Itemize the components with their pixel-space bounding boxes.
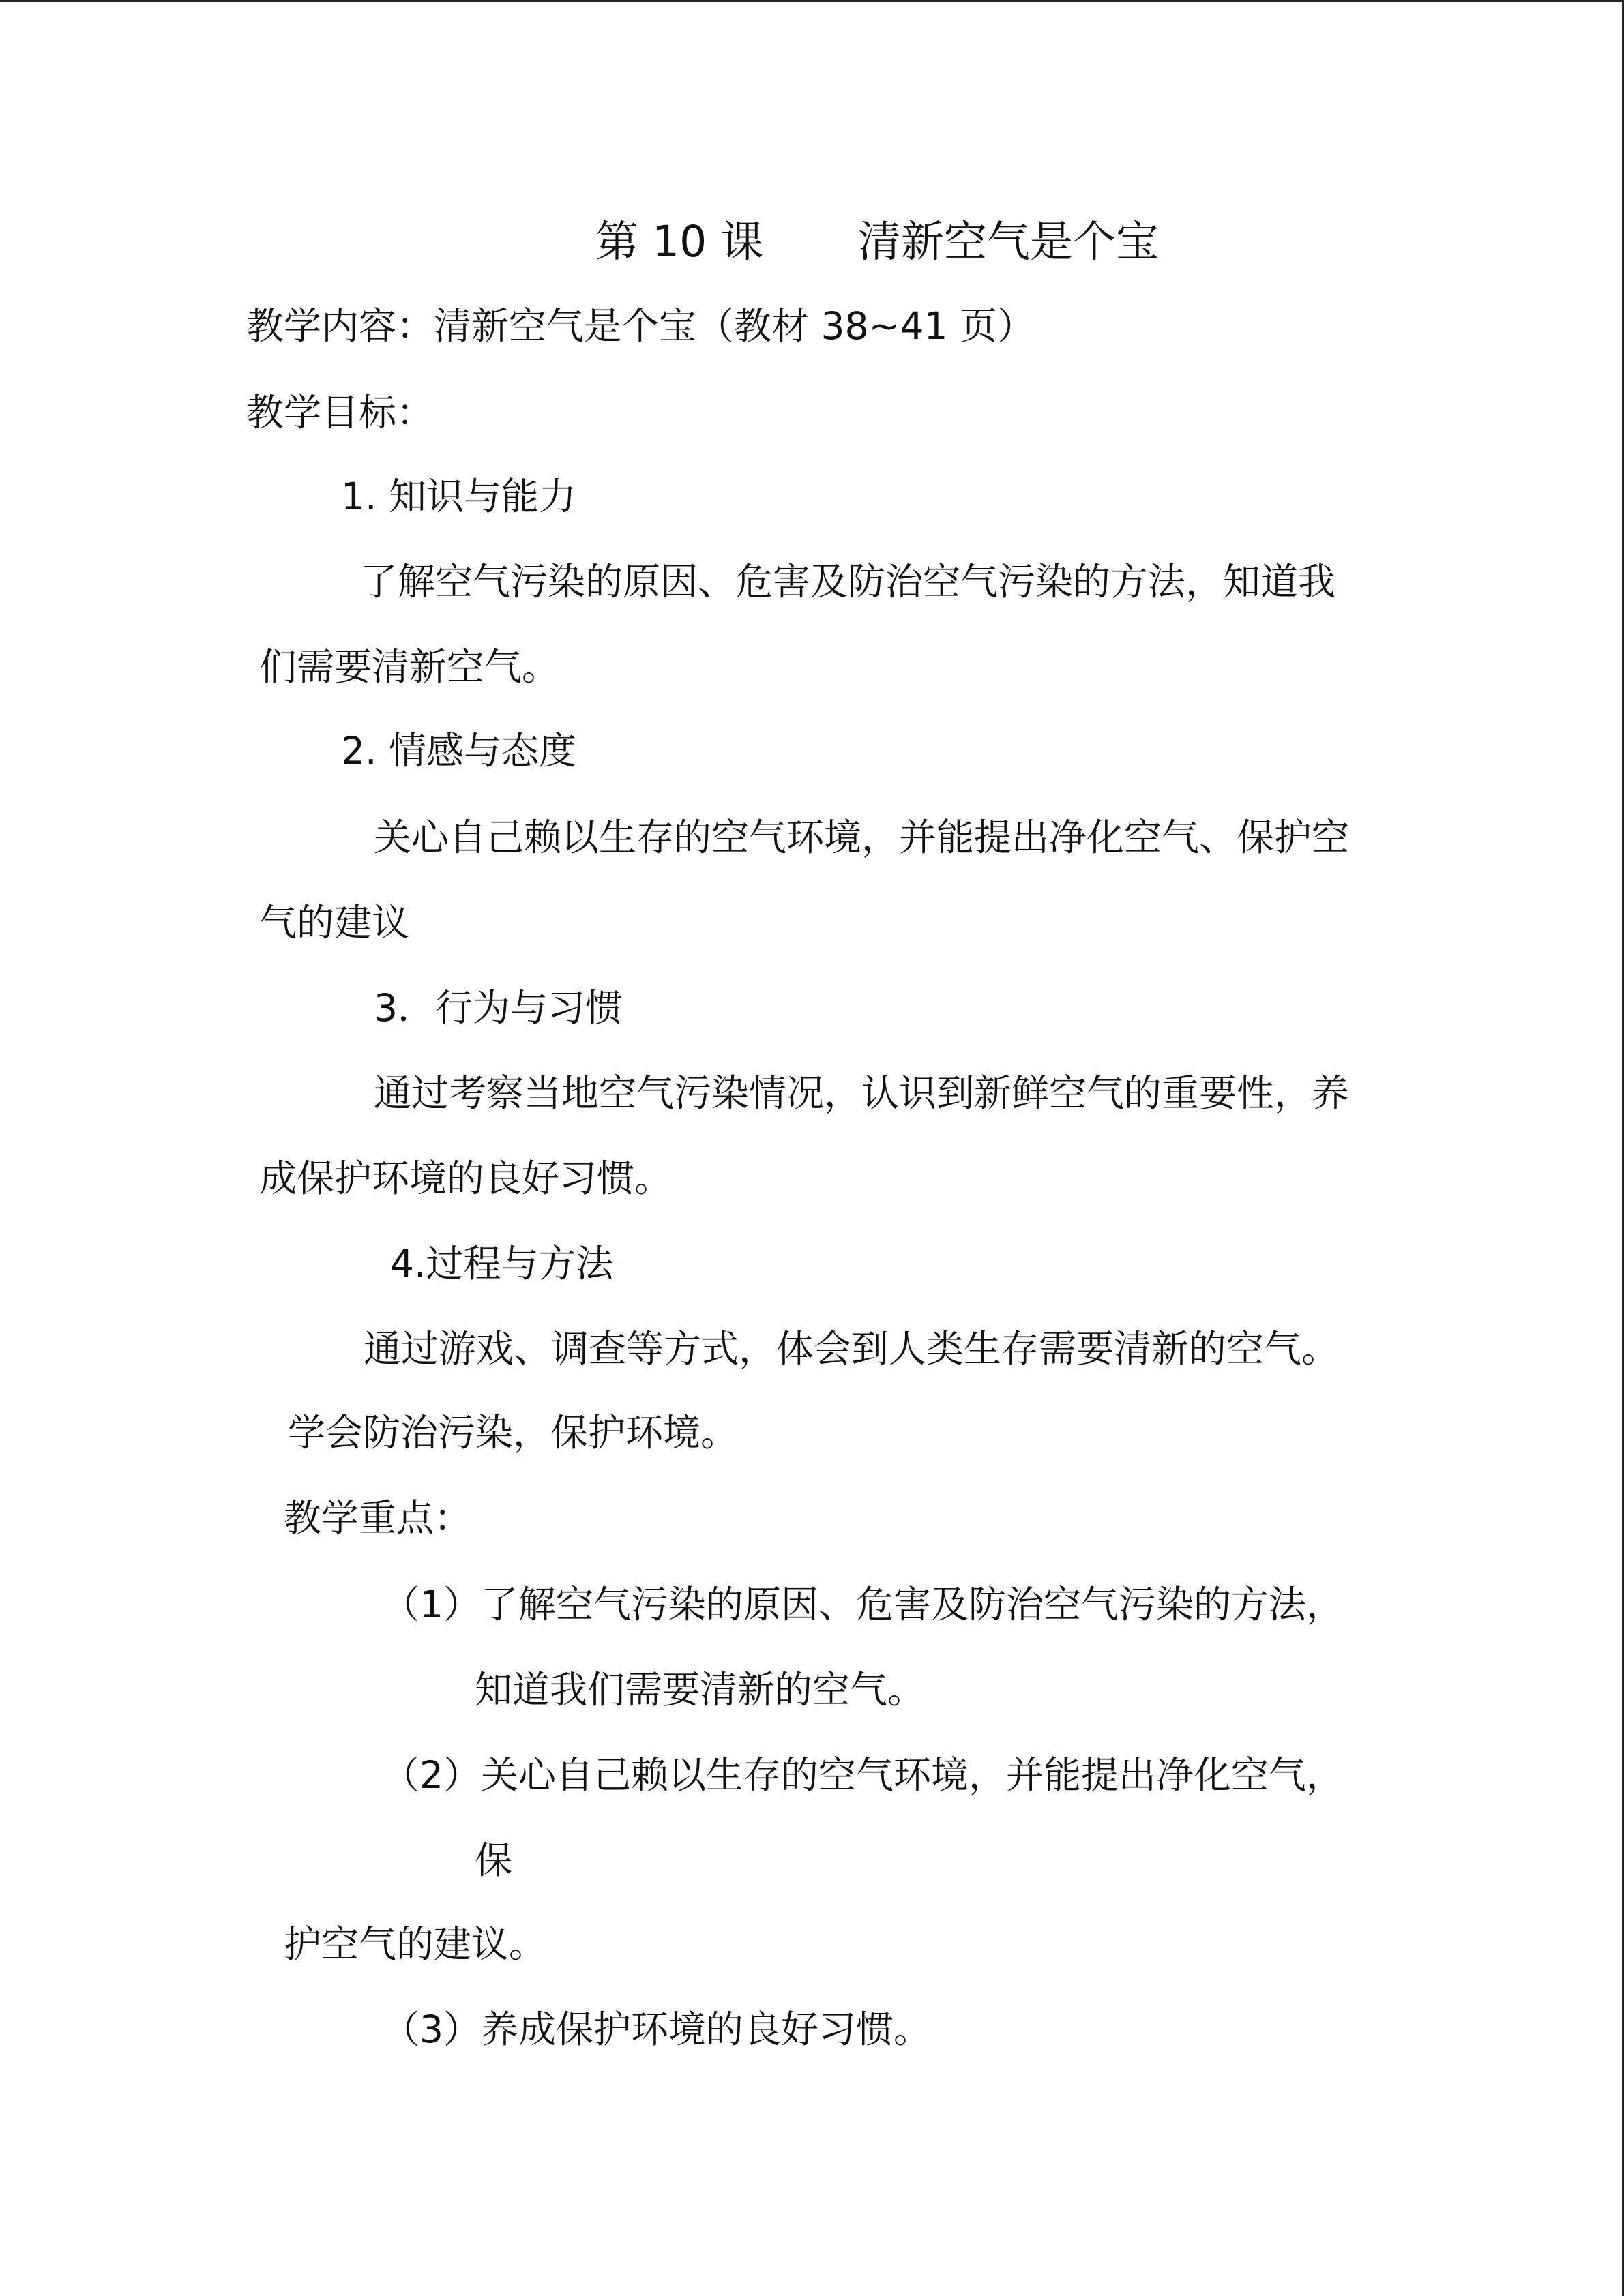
goal2-text-line1: 关心自己赖以生存的空气环境，并能提出净化空气、保护空 — [374, 816, 1350, 859]
goal4-heading: 4.过程与方法 — [390, 1242, 614, 1285]
goal2-text-line2: 气的建议 — [259, 901, 410, 944]
goal1-heading: 1. 知识与能力 — [341, 475, 576, 518]
goal2-heading: 2. 情感与态度 — [341, 729, 576, 773]
goal4-text-line1: 通过游戏、调查等方式，体会到人类生存需要清新的空气。 — [364, 1327, 1340, 1371]
goal1-text-line1: 了解空气污染的原因、危害及防治空气污染的方法，知道我 — [360, 560, 1336, 603]
key-point-3: （3）养成保护环境的良好习惯。 — [382, 2008, 931, 2051]
lesson-number: 第 10 课 — [595, 217, 764, 267]
teaching-content: 教学内容：清新空气是个宝（教材 38~41 页） — [246, 304, 1035, 348]
key-point-2-line1: （2）关心自己赖以生存的空气环境，并能提出净化空气， — [382, 1753, 1344, 1797]
goal3-text-line2: 成保护环境的良好习惯。 — [259, 1157, 673, 1200]
goals-heading: 教学目标： — [246, 391, 434, 434]
key-point-1-line1: （1）了解空气污染的原因、危害及防治空气污染的方法， — [382, 1583, 1344, 1626]
goal3-heading: 3．行为与习惯 — [374, 986, 623, 1030]
key-point-2-line3: 护空气的建议。 — [284, 1922, 547, 1966]
goal3-text-line1: 通过考察当地空气污染情况，认识到新鲜空气的重要性，养 — [374, 1071, 1350, 1115]
key-point-2-line2: 保 — [475, 1838, 513, 1882]
goal4-text-line2: 学会防治污染，保护环境。 — [288, 1411, 739, 1455]
key-points-heading: 教学重点： — [284, 1496, 472, 1540]
goal1-text-line2: 们需要清新空气。 — [259, 645, 560, 689]
lesson-title: 清新空气是个宝 — [858, 217, 1159, 267]
key-point-1-line2: 知道我们需要清新的空气。 — [475, 1668, 926, 1712]
